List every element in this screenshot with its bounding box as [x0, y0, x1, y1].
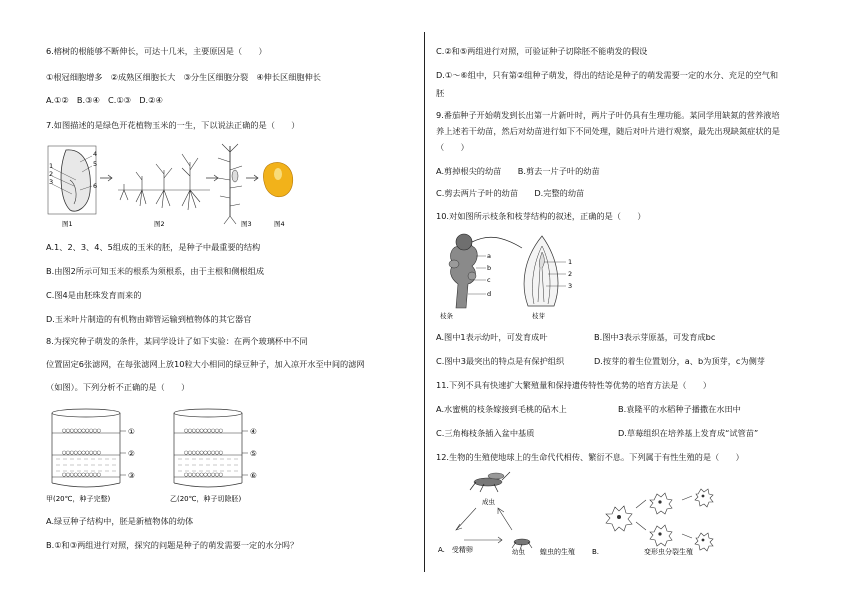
mark-1: ①	[128, 427, 135, 436]
bud-label-3: 3	[568, 282, 573, 290]
larva-label: 幼虫	[512, 548, 525, 556]
arrow-icon	[100, 175, 112, 181]
q7-option-a: A.1、2、3、4、5组成的玉米的胚，是种子中最重要的结构	[46, 242, 261, 252]
q8-stem-line1: 8.为探究种子萌发的条件，某同学设计了如下实验：在两个玻璃杯中不同	[46, 336, 308, 346]
svg-text:○○○○○○○○○○: ○○○○○○○○○○	[184, 450, 223, 456]
mark-4: ④	[250, 427, 257, 436]
q7-stem: 7.如图描述的是绿色开花植物玉米的一生，下以说法正确的是（ ）	[46, 120, 300, 130]
q8-option-d-line2: 胚	[436, 88, 445, 98]
bud-caption: 枝芽	[532, 312, 545, 320]
q10-option-a: A.图中1表示幼叶，可发育成叶	[436, 332, 548, 342]
q8-option-b: B.①和③两组进行对照，探究的问题是种子的萌发需要一定的水分吗？	[46, 540, 299, 550]
mark-5: ⑤	[250, 449, 257, 458]
beaker-experiment-figure	[46, 405, 296, 505]
branch-and-bud-figure	[436, 228, 596, 320]
arrow-icon	[498, 508, 512, 530]
branch-caption: 枝条	[440, 312, 453, 320]
q7-option-c: C.图4是由胚珠发育而来的	[46, 290, 142, 300]
svg-text:○○○○○○○○○○: ○○○○○○○○○○	[62, 450, 101, 456]
q11-option-c: C.三角梅枝条插入盆中基质	[436, 428, 535, 438]
q11-option-a: A.水蜜桃的枝条嫁接到毛桃的砧木上	[436, 404, 567, 414]
option-b-label: B.	[592, 548, 600, 556]
q10-option-d: D.按芽的着生位置划分，a、b为顶芽，c为侧芽	[594, 356, 765, 366]
q10-stem: 10.对如图所示枝条和枝芽结构的叙述，正确的是（ ）	[436, 211, 646, 221]
q8-option-d-line1: D.①～⑥组中，只有第②组种子萌发，得出的结论是种子的萌发需要一定的水分、充足的空气和	[436, 70, 779, 80]
grasshopper-adult-icon	[470, 472, 510, 492]
svg-text:○○○○○○○○○○: ○○○○○○○○○○	[184, 472, 223, 478]
reproduction-figure	[436, 468, 766, 560]
q10-option-b: B.图中3表示芽原基，可发育成bc	[594, 332, 716, 342]
q7-option-d: D.玉米叶片制造的有机物由筛管运输到植物体的其它器官	[46, 314, 252, 324]
q8-stem-line3: （如图）。下列分析不正确的是（ ）	[46, 382, 190, 392]
bud-section-drawing	[524, 236, 558, 306]
seed-label-2: 2	[49, 170, 54, 178]
adult-label: 成虫	[482, 498, 495, 506]
branch-label-b: b	[487, 264, 492, 272]
seedlings-drawing	[118, 154, 210, 210]
fertilized-egg-label: A. 受精卵	[438, 546, 473, 554]
beaker-b	[174, 409, 248, 487]
column-divider	[424, 32, 425, 572]
kernel-highlight	[274, 168, 282, 180]
branch-label-c: c	[487, 276, 491, 284]
seed-label-6: 6	[93, 182, 98, 190]
arrow-icon	[246, 175, 258, 181]
corn-plant-drawing	[218, 144, 242, 224]
arrow-icon	[456, 508, 476, 530]
amoeba-division-drawing	[606, 489, 713, 551]
branch-label-a: a	[487, 252, 491, 260]
q7-option-b: B.由图2所示可知玉米的根系为须根系，由于主根和侧根组成	[46, 266, 265, 276]
q9-stem-line1: 9.番茄种子开始萌发到长出第一片新叶时，两片子叶仍具有生理功能。某同学用缺氮的营养液培	[436, 110, 780, 120]
amoeba-division-caption: 变形虫分裂生殖	[644, 548, 693, 556]
mark-3: ③	[128, 471, 135, 480]
beaker-b-caption: 乙(20℃，种子切除胚)	[170, 495, 242, 503]
q6-options: ①根冠细胞增多 ②成熟区细胞长大 ③分生区细胞分裂 ④伸长区细胞伸长	[46, 72, 321, 82]
q8-stem-line2: 位置固定6张滤网，在每张滤网上放10粒大小相同的绿豆种子，加入凉开水至中间的滤网	[46, 359, 365, 369]
q11-stem: 11.下列不具有快速扩大繁殖量和保持遗传特性等优势的培育方法是（ ）	[436, 380, 712, 390]
q8-option-a: A.绿豆种子结构中，胚是新植物体的幼体	[46, 516, 194, 526]
q9-stem-line2: 养上述若干幼苗，然后对幼苗进行如下不同处理，随后对叶片进行观察，最先出现缺氮症状的是	[436, 126, 780, 136]
q9-options-ab: A.剪掉根尖的幼苗 B.剪去一片子叶的幼苗	[436, 166, 600, 176]
svg-text:○○○○○○○○○○: ○○○○○○○○○○	[62, 472, 101, 478]
seed-label-5: 5	[93, 160, 98, 168]
arrow-icon	[206, 175, 218, 181]
corn-lifecycle-figure	[46, 140, 296, 232]
seed-label-4: 4	[93, 150, 98, 158]
q9-options-cd: C.剪去两片子叶的幼苗 D.完整的幼苗	[436, 188, 585, 198]
fig4-caption: 图4	[274, 220, 285, 228]
q11-option-b: B.袁隆平的水稻种子播撒在水田中	[618, 404, 741, 414]
q11-option-d: D.草莓组织在培养基上发育成“试管苗”	[618, 428, 759, 438]
q12-stem: 12.生物的生殖使地球上的生命代代相传、繁衍不息。下列属于有性生殖的是（ ）	[436, 452, 744, 462]
seed-label-3: 3	[49, 178, 54, 186]
q6-stem: 6.榕树的根能够不断伸长，可达十几米，主要原因是（ ）	[46, 46, 267, 56]
left-column	[46, 0, 414, 606]
q9-stem-line3: （ ）	[436, 142, 469, 152]
fig1-caption: 图1	[62, 220, 73, 228]
beaker-a	[52, 409, 126, 487]
q8-option-c: C.②和⑤两组进行对照，可验证种子切除胚不能萌发的假设	[436, 46, 648, 56]
bud-label-1: 1	[568, 258, 573, 266]
fig3-caption: 图3	[241, 220, 252, 228]
seed-label-1: 1	[49, 162, 54, 170]
fig2-caption: 图2	[154, 220, 165, 228]
beaker-a-caption: 甲(20℃，种子完整)	[46, 495, 111, 503]
branch-label-d: d	[487, 290, 492, 298]
bud-label-2: 2	[568, 270, 573, 278]
q10-option-c: C.图中3最突出的特点是有保护组织	[436, 356, 565, 366]
arrow-icon	[464, 537, 502, 543]
locust-reproduction-caption: 蝗虫的生殖	[540, 548, 575, 556]
mark-2: ②	[128, 449, 135, 458]
svg-text:○○○○○○○○○○: ○○○○○○○○○○	[184, 428, 223, 434]
mark-6: ⑥	[250, 471, 257, 480]
svg-text:○○○○○○○○○○: ○○○○○○○○○○	[62, 428, 101, 434]
right-column	[436, 0, 836, 606]
q6-choices: A.①② B.③④ C.①③ D.②④	[46, 95, 163, 105]
